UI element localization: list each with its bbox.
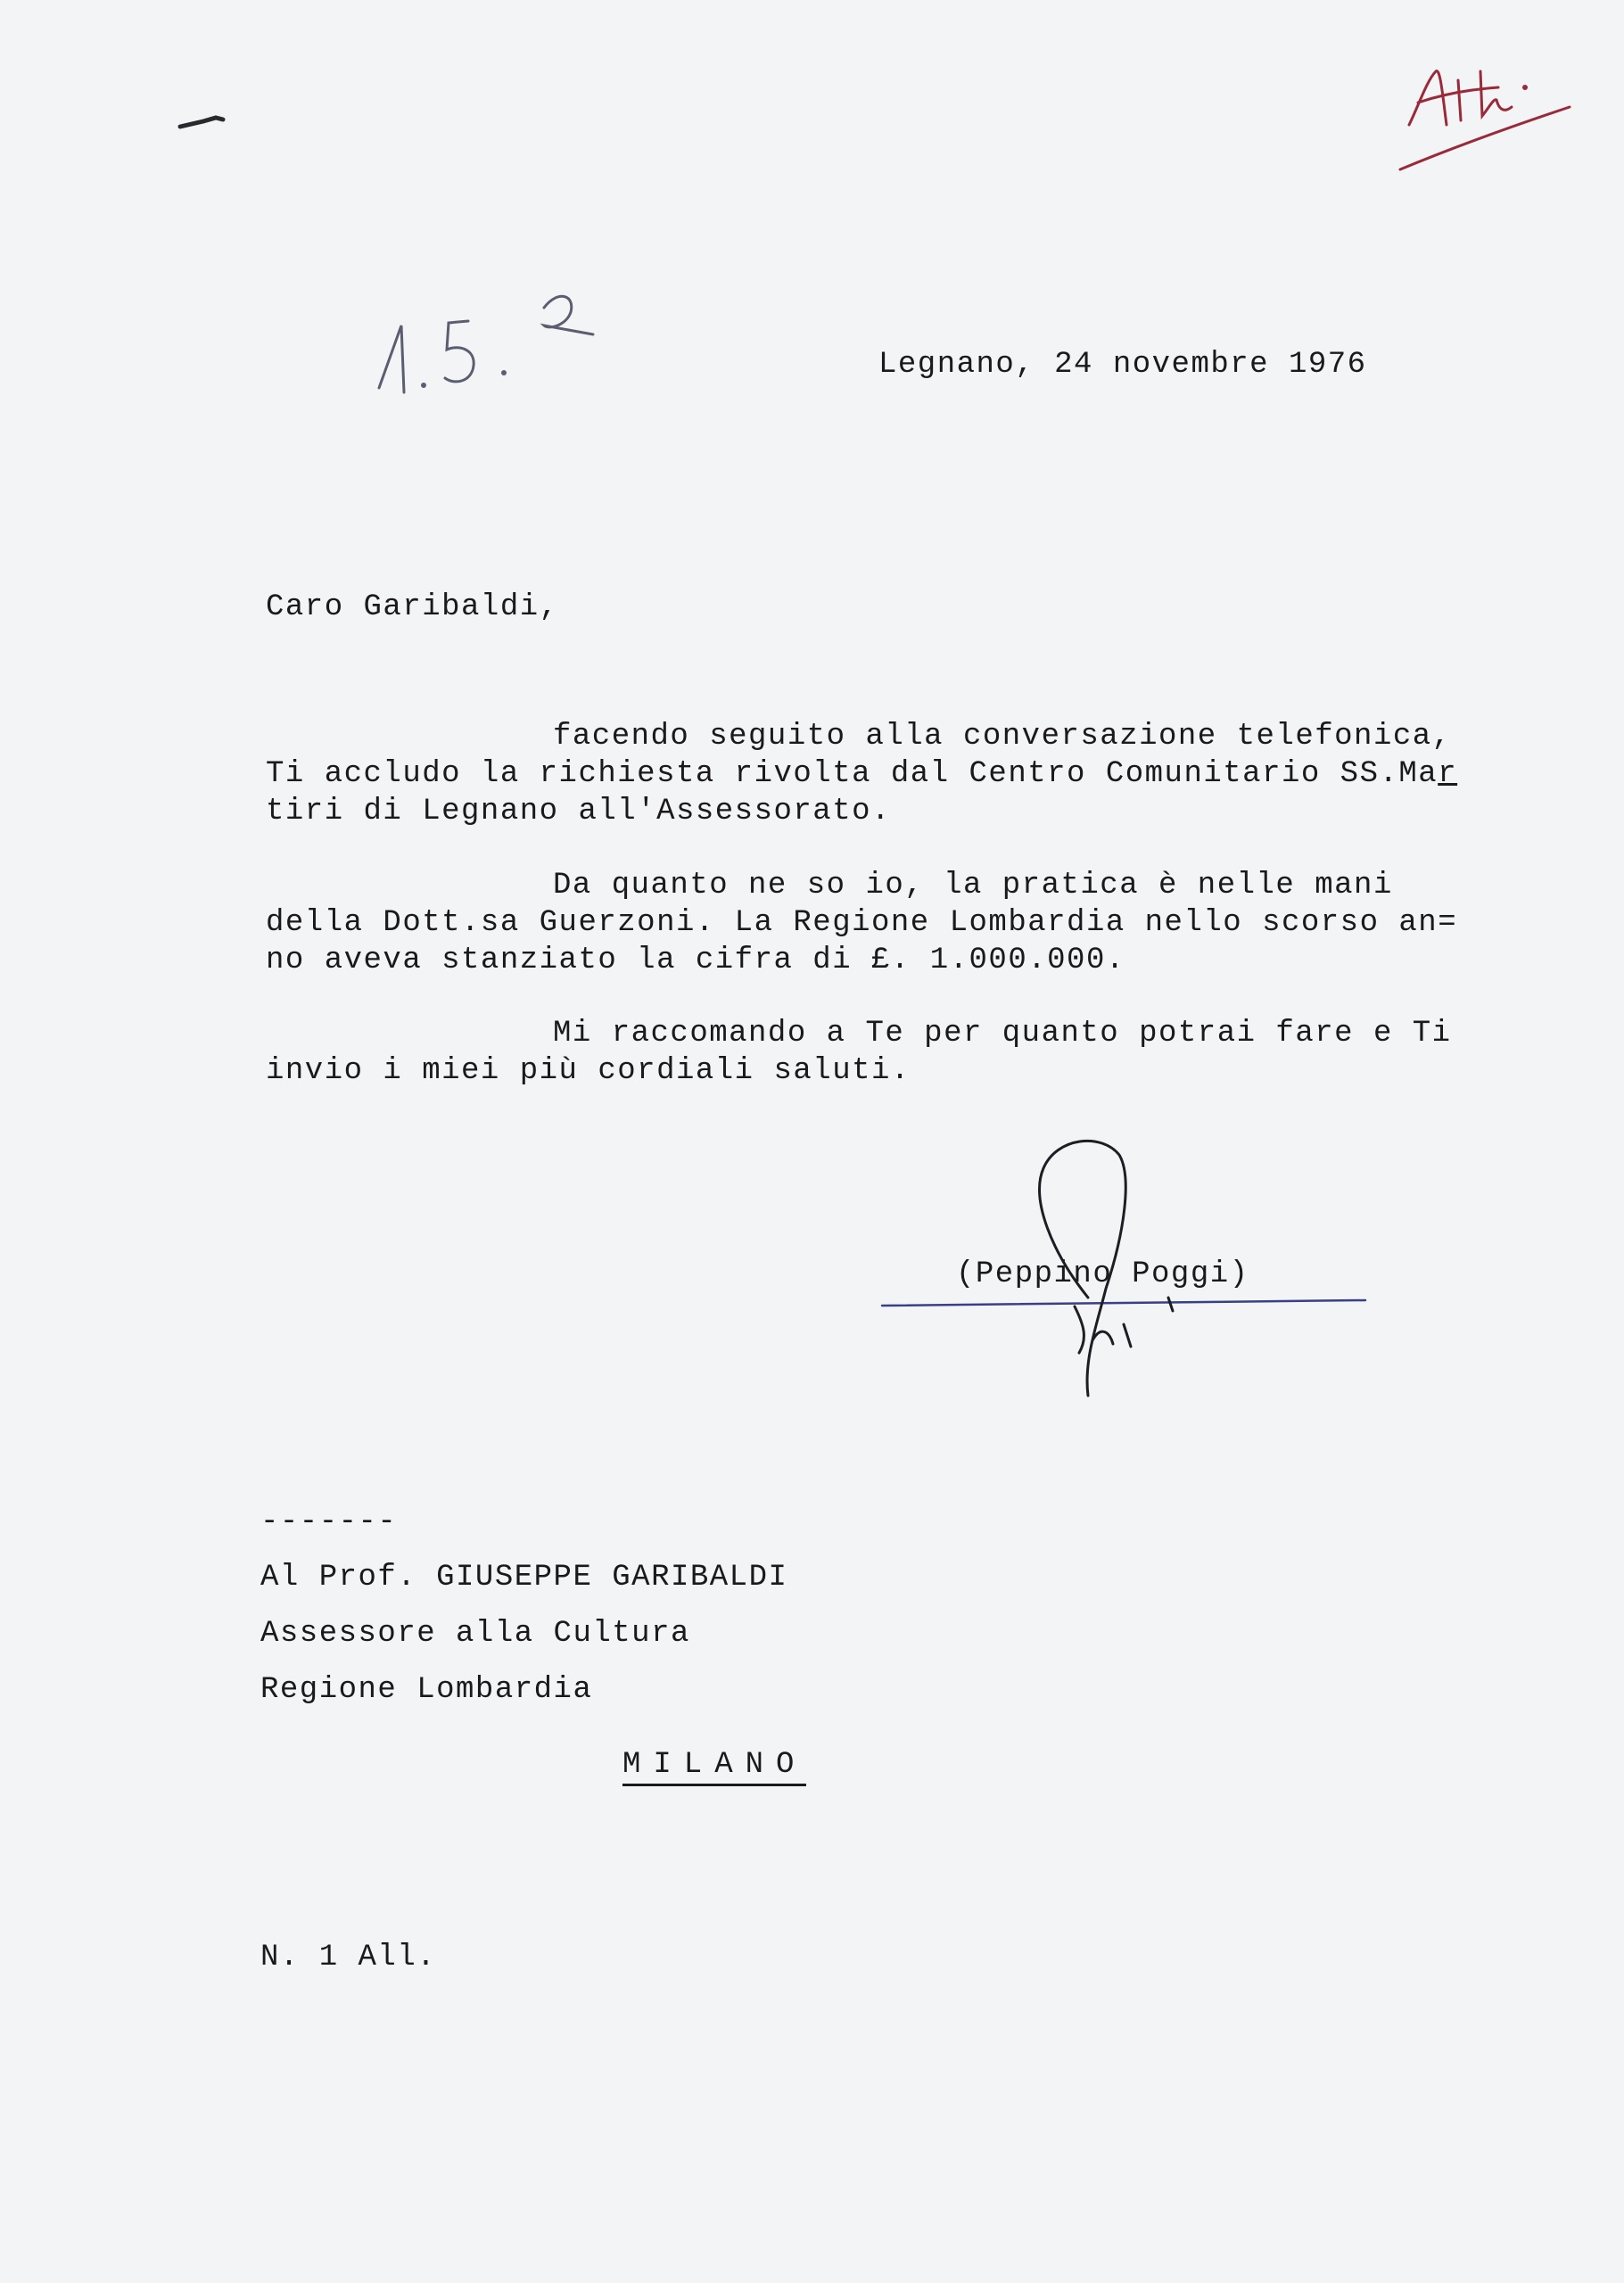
pencil-file-code [370,285,611,401]
body-line [266,755,1457,793]
body-line: tiri di Legnano all'Assessorato. [266,795,891,828]
salutation: Caro Garibaldi, [266,590,559,624]
recipient-name: Al Prof. GIUSEPPE GARIBALDI [260,1561,788,1595]
recipient-city-text: MILANO [622,1748,806,1786]
ink-mark [177,107,230,134]
handwritten-signature [1017,1119,1177,1413]
body-line: facendo seguito alla conversazione telefonica, [553,720,1452,754]
body-line: Mi raccomando a Te per quanto potrai fare e Ti [553,1017,1452,1051]
body-line: no aveva stanziato la cifra di £. 1.000.000. [266,944,1125,977]
handwritten-initials [1391,45,1587,187]
recipient-organization: Regione Lombardia [260,1673,593,1707]
place-date: Legnano, 24 novembre 1976 [878,348,1367,382]
body-line: della Dott.sa Guerzoni. La Regione Lombardia nello scorso an= [266,906,1458,940]
body-line-text: Ti accludo la richiesta rivolta dal Centro Comunitario SS.Ma [266,757,1439,791]
body-line: Da quanto ne so io, la pratica è nelle mani [553,869,1393,902]
address-separator: ------- [260,1505,398,1539]
underlined-char: r [1438,757,1458,791]
recipient-city [622,1746,806,1784]
signature-name: (Peppino Poggi) [956,1257,1249,1291]
recipient-title: Assessore alla Cultura [260,1617,690,1651]
body-line: invio i miei più cordiali saluti. [266,1054,911,1088]
enclosure-note: N. 1 All. [260,1941,437,1974]
